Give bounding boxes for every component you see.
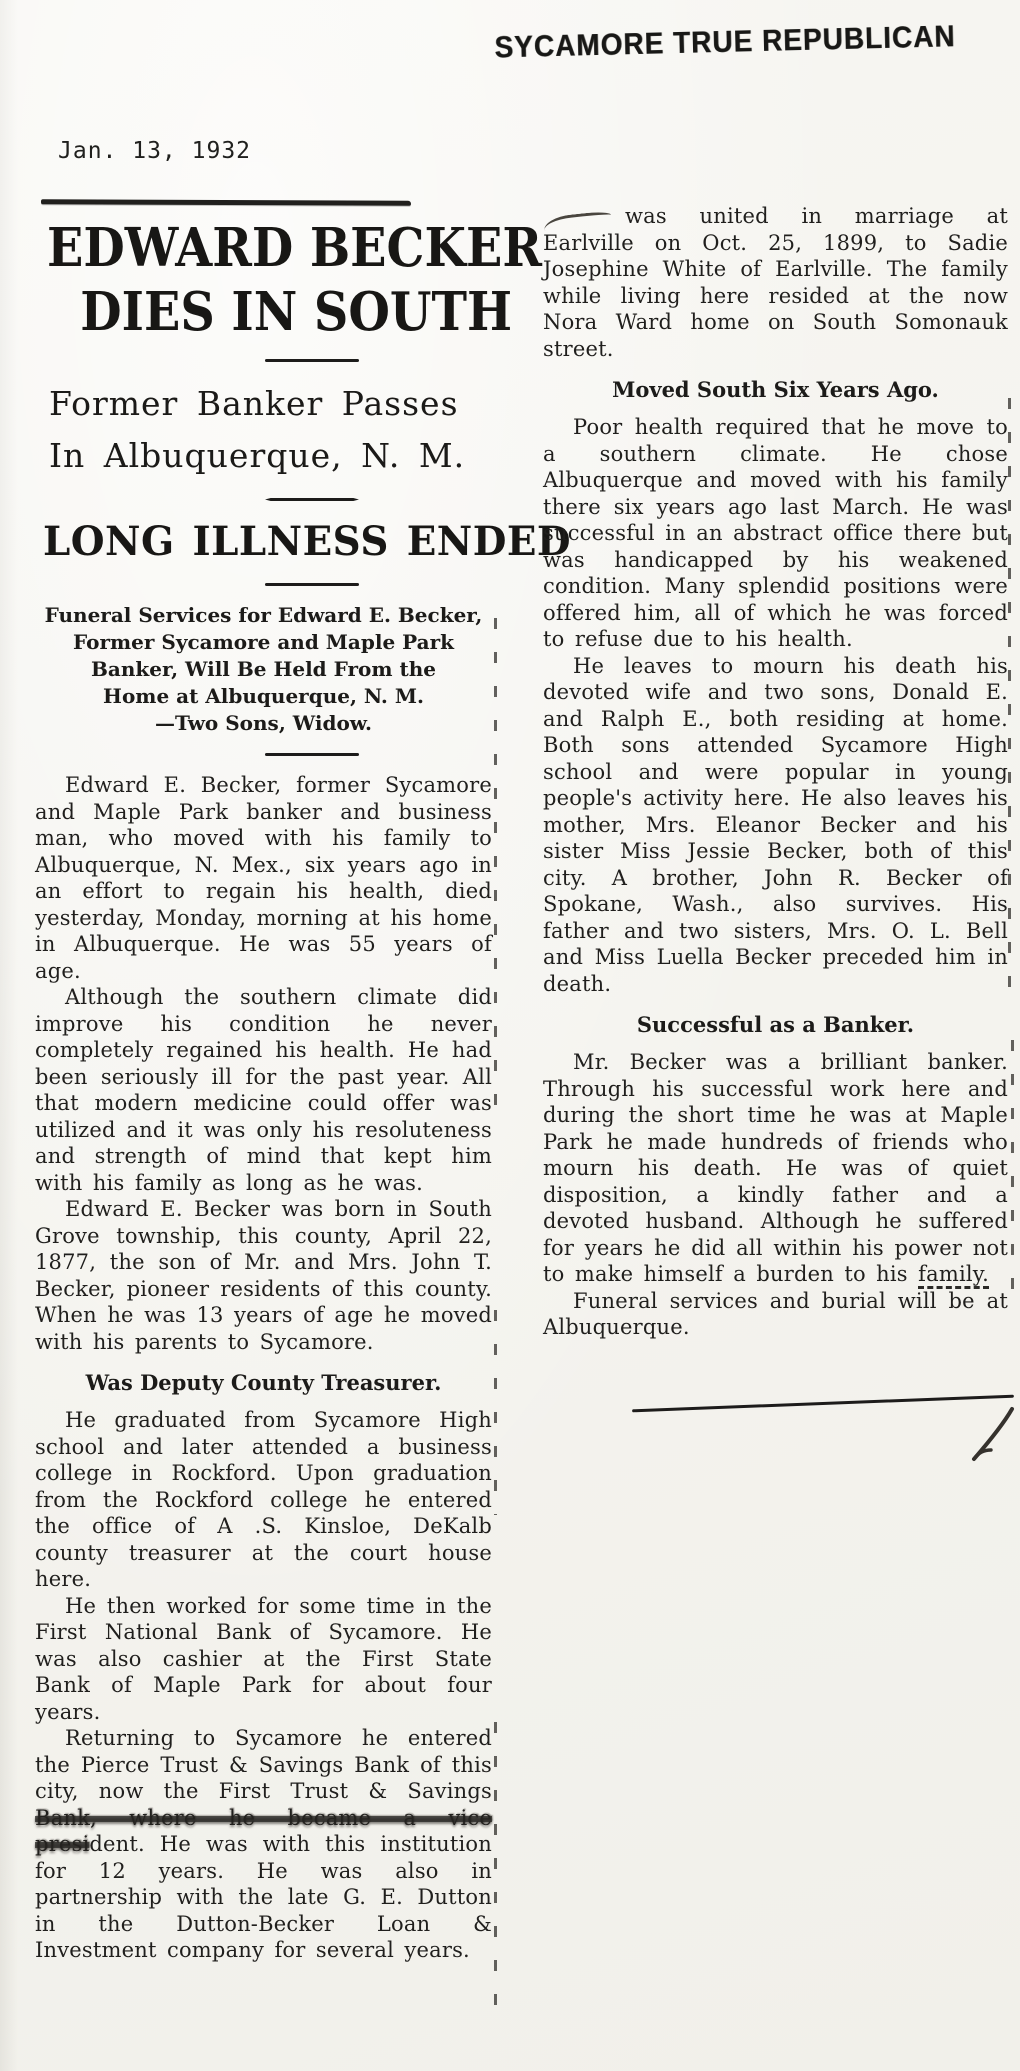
column-edge-dashes [1008,398,1011,1008]
article-paragraph: Funeral services and burial will be at Albuquerque. [543,1288,1008,1339]
column-rule-dashes [494,1310,497,1515]
divider-rule [265,498,359,501]
kicker-headline: LONG ILLNESS ENDED [43,518,572,565]
deck-line: Former Sycamore and Maple Park [73,630,454,654]
deck-line: —Two Sons, Widow. [155,711,372,735]
headline-line1: EDWARD BECKER [47,217,542,279]
dateline: Jan. 13, 1932 [58,138,252,164]
column-rule-dashes [494,1722,497,2010]
divider-rule [265,583,359,586]
subheadline-line2: In Albuquerque, N. M. [49,436,466,475]
pen-squiggle-icon [543,210,612,230]
crosshead: Successful as a Banker. [636,1012,915,1037]
top-rule [41,199,411,206]
article-paragraph: Although the southern climate did improve his condition he never completely regained his health. He had been seriously ill for the past year. All that modern medicine could offer was utilized and it was only his resoluteness and strength of mind that kept him with his family as long as he was. [35,985,492,1195]
column-rule-dashes [494,618,497,1110]
column-edge-dashes [1011,1040,1014,1302]
headline-line2: DIES IN SOUTH [80,281,513,343]
left-column-body [35,772,492,1964]
divider-rule [265,359,359,362]
article-paragraph: He leaves to mourn his death his devoted wife and two sons, Donald E. and Ralph E., both residing at home. Both sons attended Sycamore High school and were popular in young people's activity here. He also leaves his mother, Mrs. Eleanor Becker and his sister Miss Jessie Becker, both of this city. A brother, John R. Becker of Spokane, Wash., also survives. His father and two sisters, Mrs. O. L. Bell and Miss Luella Becker preceded him in death. [543,653,1008,996]
end-rule [632,1395,1014,1413]
masthead-stamp: SYCAMORE TRUE REPUBLICAN [494,18,956,65]
article-paragraph: Edward E. Becker, former Sycamore and Maple Park banker and business man, who moved with his family to Albuquerque, N. Mex., six years ago in an effort to regain his health, died yesterday, Monday, morning at his home in Albuquerque. He was 55 years of age. [35,773,492,983]
crosshead: Moved South Six Years Ago. [612,377,939,402]
article-paragraph: Mr. Becker was a brilliant banker. Through his successful work here and during the short time he was at Maple Park he made hundreds of friends who mourn his death. He was of quiet disposition, a kindly father and a devoted husband. Although he suffered for years he did all within his power not to make himself a burden to his family. [543,1049,1008,1288]
crosshead: Was Deputy County Treasurer. [85,1370,442,1395]
right-column [543,203,1008,1341]
underlined-text: family. [918,1262,989,1289]
article-paragraph: Edward E. Becker was born in South Grove township, this county, April 22, 1877, the son of Mr. and Mrs. John T. Becker, pioneer residents of this county. When he was 13 years of age he moved with his parents to Sycamore. [35,1197,492,1354]
subheadline-line1: Former Banker Passes [49,384,459,423]
divider-rule [265,753,359,756]
article-paragraph: He then worked for some time in the First National Bank of Sycamore. He was also cashier at the First State Bank of Maple Park for about four years. [35,1593,492,1724]
article-paragraph: was united in marriage at Earlville on Oct. 25, 1899, to Sadie Josephine White of Earlville. The family while living here resided at the now Nora Ward home on South Somonauk street. [543,204,1008,361]
smudged-text: Bank, where he became a vice presi [35,1805,492,1856]
left-column [35,192,572,1964]
deck-line: Home at Albuquerque, N. M. [103,684,424,708]
pen-check-mark [966,1404,1018,1470]
deck-line: Funeral Services for Edward E. Becker, [44,603,483,627]
article-paragraph: Returning to Sycamore he entered the Pierce Trust & Savings Bank of this city, now the First Trust & Savings Bank, where he became a vice president. He was with this institution for 12 years. He was also in partnership with the late G. E. Dutton in the Dutton-Becker Loan & Investment company for several years. [35,1726,492,1962]
article-paragraph: He graduated from Sycamore High school and later attended a business college in Rockford. Upon graduation from the Rockford college he entered the office of A .S. Kinsloe, DeKalb county treasurer at the court house here. [35,1408,492,1591]
deck [41,602,486,737]
article-paragraph: Poor health required that he move to a southern climate. He chose Albuquerque and moved with his family there six years ago last March. He was successful in an abstract office there but was handicapped by his weakened condition. Many splendid positions were offered him, all of which he was forced to refuse due to his health. [543,415,1008,651]
deck-line: Banker, Will Be Held From the [91,657,436,681]
right-column-body [543,203,1008,1341]
